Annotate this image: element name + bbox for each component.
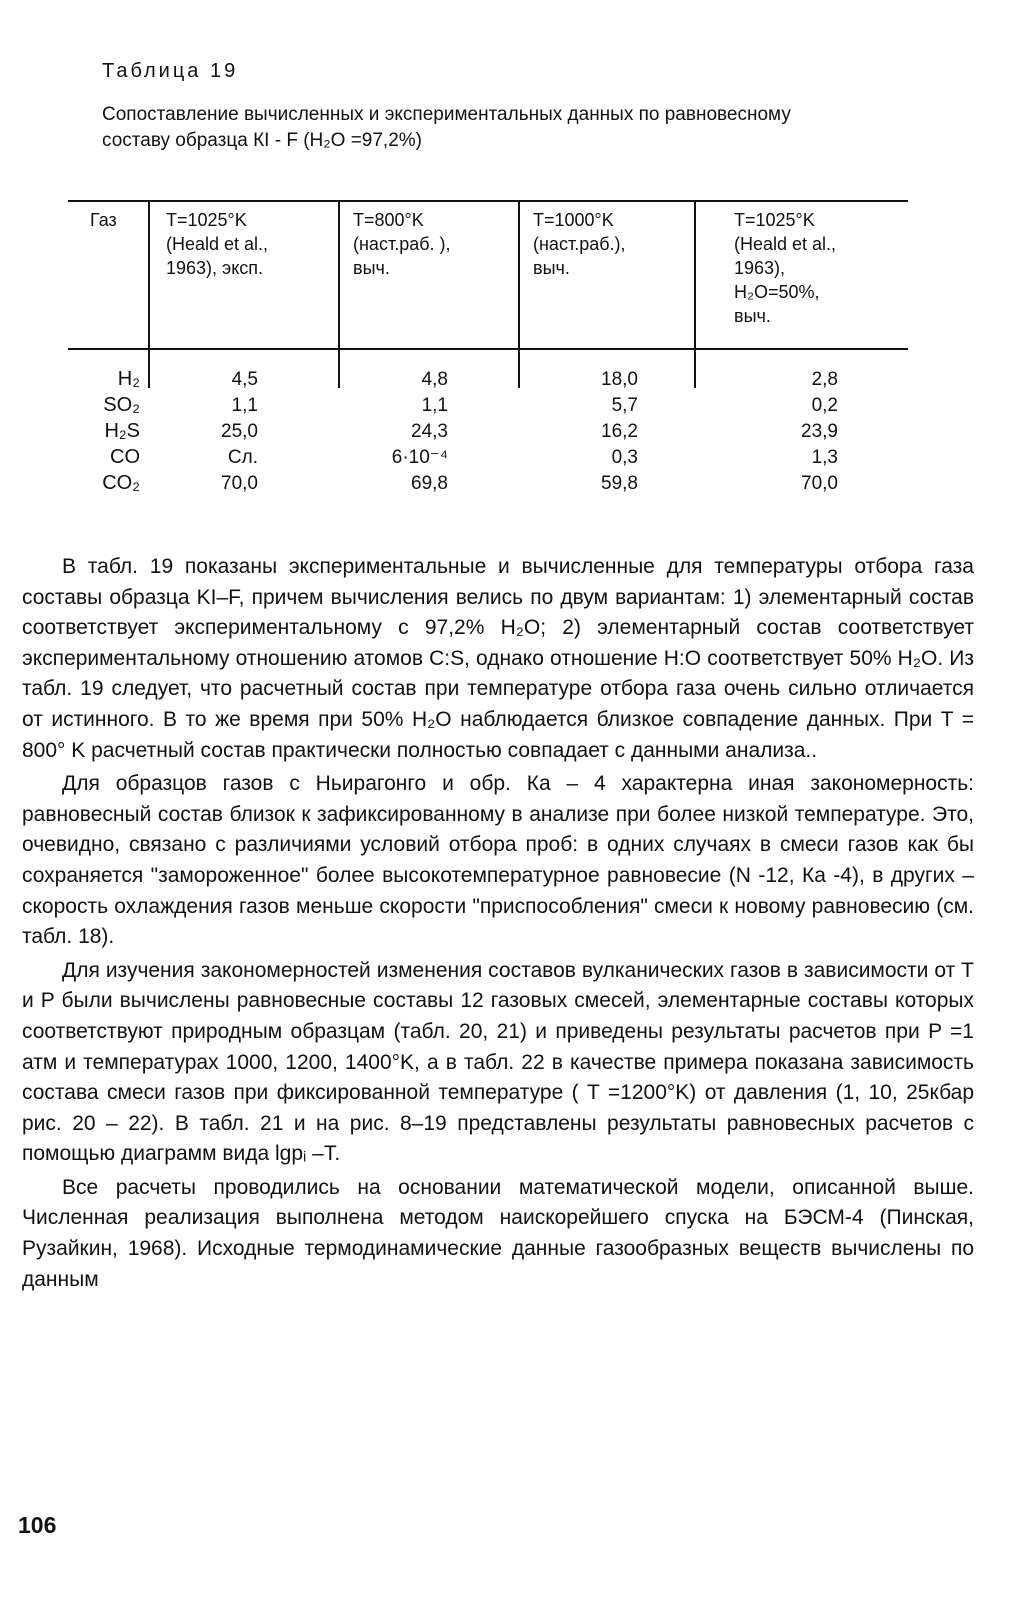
column-divider	[518, 200, 520, 388]
gas-name: CO	[110, 446, 140, 468]
table-cell: 1,1	[231, 395, 258, 416]
header-gas: Газ	[90, 210, 117, 230]
table-cell: 1,3	[811, 447, 838, 468]
gas-name: H₂S	[104, 420, 140, 442]
column-divider	[694, 200, 696, 388]
header-col-2: T=800°K (наст.раб. ), выч.	[353, 210, 451, 278]
table-caption: Сопоставление вычисленных и экспериментальных данных по равновесному составу образца КI - F (H₂O =97,2%)	[102, 104, 791, 151]
table-label: Таблица 19	[102, 60, 239, 82]
table-cell: 0,2	[811, 395, 838, 416]
gas-name: H₂	[117, 368, 140, 390]
gas-name: CO₂	[102, 472, 140, 494]
value-column-1	[158, 367, 258, 497]
table-top-rule	[68, 200, 908, 202]
table-cell: 25,0	[221, 421, 258, 442]
data-table	[68, 200, 908, 520]
table-cell: 4,8	[421, 369, 448, 390]
body-text	[22, 552, 974, 1295]
header-col-1: T=1025°K (Heald et al., 1963), эксп.	[166, 210, 269, 278]
value-column-3	[538, 367, 638, 497]
paragraph: Для изучения закономерностей изменения составов вулканических газов в зависимости от T и P были вычислены равновесные составы 12 газовых смесей, элементарные составы которых соответствуют природным образцам (табл. 20, 21) и приведены результаты расчетов при P =1 атм и температурах 1000, 1200, 1400°K, а в табл. 22 в качестве примера показана зависимость состава смеси газов при фиксированной температуре ( T =1200°K) от давления (1, 10, 25кбар рис. 20 – 22). В табл. 21 и на рис. 8–19 представлены результаты равновесных расчетов с помощью диаграмм вида lgpᵢ –T.	[22, 958, 974, 1166]
table-cell: Сл.	[227, 447, 258, 468]
table-header-rule	[68, 348, 908, 350]
value-column-4	[738, 367, 838, 497]
gas-column	[68, 366, 140, 496]
table-cell: 69,8	[411, 473, 448, 494]
column-divider	[338, 200, 340, 388]
table-cell: 18,0	[601, 369, 638, 390]
table-cell: 0,3	[611, 447, 638, 468]
value-column-2	[348, 367, 448, 497]
header-col-4: T=1025°K (Heald et al., 1963), H₂O=50%, выч.	[734, 210, 837, 326]
table-cell: 16,2	[601, 421, 638, 442]
paragraph: В табл. 19 показаны экспериментальные и вычисленные для температуры отбора газа составы образца KI–F, причем вычисления велись по двум вариантам: 1) элементарный состав соответствует экспериментальному с 97,2% H₂O; 2) элементарный состав соответствует экспериментальному отношению атомов C:S, однако отношение H:O соответствует 50% H₂O. Из табл. 19 следует, что расчетный состав при температуре отбора газа очень сильно отличается от истинного. В то же время при 50% H₂O наблюдается близкое совпадение данных. При T = 800° K расчетный состав практически полностью совпадает с данными анализа..	[22, 555, 974, 762]
header-col-3: T=1000°K (наст.раб.), выч.	[533, 210, 626, 278]
table-cell: 70,0	[801, 473, 838, 494]
paragraph: Все расчеты проводились на основании математической модели, описанной выше. Численная реализация выполнена методом наискорейшего спуска на БЭСМ-4 (Пинская, Рузайкин, 1968). Исходные термодинамические данные газообразных веществ вычислены по данным	[22, 1175, 974, 1291]
table-cell: 23,9	[801, 421, 838, 442]
table-cell: 6·10⁻⁴	[391, 447, 448, 468]
gas-name: SO₂	[103, 394, 140, 416]
page-number: 106	[18, 1512, 57, 1538]
table-cell: 2,8	[811, 369, 838, 390]
table-cell: 5,7	[611, 395, 638, 416]
column-divider	[148, 200, 150, 388]
paragraph: Для образцов газов с Ньирагонго и обр. Ка – 4 характерна иная закономерность: равновесный состав близок к зафиксированному в анализе при более низкой температуре. Это, очевидно, связано с различиями условий отбора проб: в одних случаях в смеси газов как бы сохраняется "замороженное" более высокотемпературное равновесие (N -12, Ка -4), в других – скорость охлаждения газов меньше скорости "приспособления" смеси к новому равновесию (см. табл. 18).	[22, 772, 974, 949]
table-cell: 1,1	[421, 395, 448, 416]
table-cell: 4,5	[231, 369, 258, 390]
table-cell: 70,0	[221, 473, 258, 494]
table-cell: 59,8	[601, 473, 638, 494]
table-cell: 24,3	[411, 421, 448, 442]
